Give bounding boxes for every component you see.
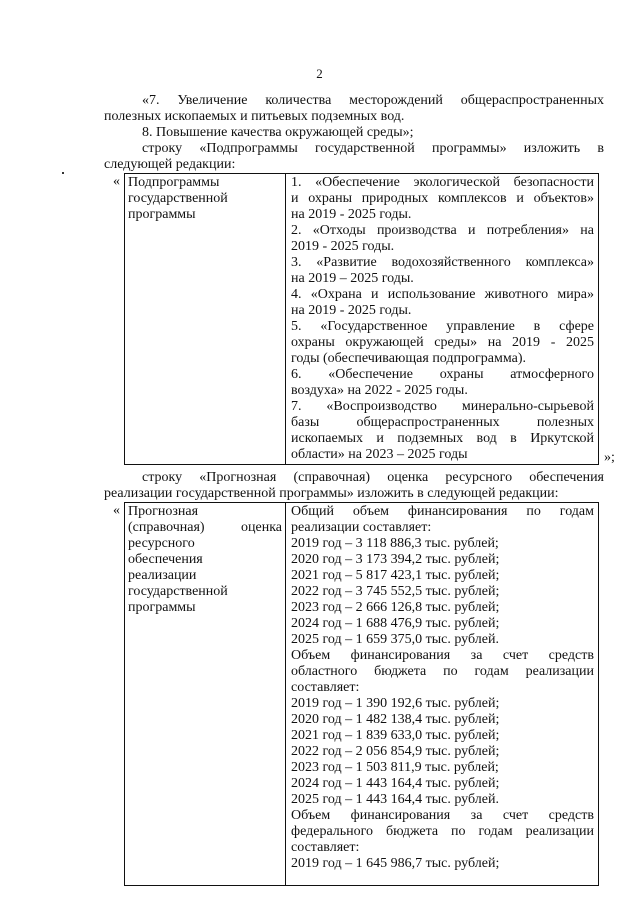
content-line: 2022 год – 2 056 854,9 тыс. рублей; xyxy=(291,744,500,759)
content-line: 2019 год – 3 118 886,3 тыс. рублей; xyxy=(291,536,499,551)
content-line: 2023 год – 2 666 126,8 тыс. рублей; xyxy=(291,600,500,615)
content-line: 1. «Обеспечение экологической безопасности xyxy=(291,175,594,190)
intro-line-5: следующей редакции: xyxy=(104,157,236,172)
content-line: федерального бюджета по годам реализации xyxy=(291,824,594,839)
scan-speck xyxy=(62,172,64,174)
content-line: 2020 год – 1 482 138,4 тыс. рублей; xyxy=(291,712,500,727)
subprograms-table xyxy=(124,173,599,465)
content-line: Объем финансирования за счет средств xyxy=(291,648,594,663)
content-line: Общий объем финансирования по годам xyxy=(291,504,594,519)
content-line: реализации составляет: xyxy=(291,520,432,535)
content-line: 2022 год – 3 745 552,5 тыс. рублей; xyxy=(291,584,500,599)
funding-label-cell xyxy=(125,503,286,885)
label-line: реализации xyxy=(128,568,197,583)
content-line: 2024 год – 1 688 476,9 тыс. рублей; xyxy=(291,616,500,631)
content-line: Объем финансирования за счет средств xyxy=(291,808,594,823)
funding-content-cell xyxy=(286,503,598,872)
content-line: 2019 год – 1 390 192,6 тыс. рублей; xyxy=(291,696,500,711)
label-line: государственной xyxy=(128,191,228,206)
label-line: (справочная) оценка xyxy=(128,520,282,535)
content-line: базы общераспространенных полезных xyxy=(291,415,594,430)
intro-line-1: «7. Увеличение количества месторождений общераспространенных xyxy=(142,93,604,108)
funding-table xyxy=(124,502,599,886)
content-line: 2025 год – 1 659 375,0 тыс. рублей. xyxy=(291,632,499,647)
content-line: охраны окружающей среды» на 2019 - 2025 xyxy=(291,335,594,350)
content-line: составляет: xyxy=(291,680,360,695)
label-line: ресурсного xyxy=(128,536,195,551)
label-line: Подпрограммы xyxy=(128,175,220,190)
table1-close-quote: »; xyxy=(604,450,615,465)
content-line: составляет: xyxy=(291,840,360,855)
content-line: 2025 год – 1 443 164,4 тыс. рублей. xyxy=(291,792,499,807)
label-line: программы xyxy=(128,207,196,222)
middle-line-1: строку «Прогнозная (справочная) оценка ресурсного обеспечения xyxy=(142,470,604,485)
content-line: на 2019 – 2025 годы. xyxy=(291,271,414,286)
content-line: 2019 - 2025 годы. xyxy=(291,239,395,254)
content-line: 6. «Обеспечение охраны атмосферного xyxy=(291,367,594,382)
content-line: на 2019 - 2025 годы. xyxy=(291,207,412,222)
label-line: программы xyxy=(128,600,196,615)
content-line: 2020 год – 3 173 394,2 тыс. рублей; xyxy=(291,552,500,567)
subprograms-content-cell xyxy=(286,174,598,463)
content-line: и охраны природных комплексов и объектов» xyxy=(291,191,594,206)
intro-line-4: строку «Подпрограммы государственной программы» изложить в xyxy=(142,141,604,156)
content-line: годы (обеспечивающая подпрограмма). xyxy=(291,351,526,366)
content-line: 3. «Развитие водохозяйственного комплекса» xyxy=(291,255,594,270)
content-line: 2019 год – 1 645 986,7 тыс. рублей; xyxy=(291,856,500,871)
content-line: 5. «Государственное управление в сфере xyxy=(291,319,594,334)
content-line: областного бюджета по годам реализации xyxy=(291,664,594,679)
content-line: 4. «Охрана и использование животного мира» xyxy=(291,287,594,302)
content-line: 2023 год – 1 503 811,9 тыс. рублей; xyxy=(291,760,499,775)
label-line: обеспечения xyxy=(128,552,203,567)
subprograms-label-cell xyxy=(125,174,286,464)
content-line: 2. «Отходы производства и потребления» на xyxy=(291,223,594,238)
content-line: 2021 год – 5 817 423,1 тыс. рублей; xyxy=(291,568,500,583)
content-line: воздуха» на 2022 - 2025 годы. xyxy=(291,383,468,398)
label-line: государственной xyxy=(128,584,228,599)
intro-line-3: 8. Повышение качества окружающей среды»; xyxy=(142,125,414,140)
intro-line-2: полезных ископаемых и питьевых подземных вод. xyxy=(104,109,405,124)
content-line: области» на 2023 – 2025 годы xyxy=(291,447,468,462)
middle-line-2: реализации государственной программы» изложить в следующей редакции: xyxy=(104,486,559,501)
content-line: 2024 год – 1 443 164,4 тыс. рублей; xyxy=(291,776,500,791)
table2-open-quote: « xyxy=(113,503,120,518)
content-line: 7. «Воспроизводство минерально-сырьевой xyxy=(291,399,594,414)
label-line: Прогнозная xyxy=(128,504,199,519)
content-line: 2021 год – 1 839 633,0 тыс. рублей; xyxy=(291,728,500,743)
content-line: ископаемых и подземных вод в Иркутской xyxy=(291,431,594,446)
page-number: 2 xyxy=(316,66,323,81)
table1-open-quote: « xyxy=(113,174,120,189)
content-line: на 2019 - 2025 годы. xyxy=(291,303,412,318)
